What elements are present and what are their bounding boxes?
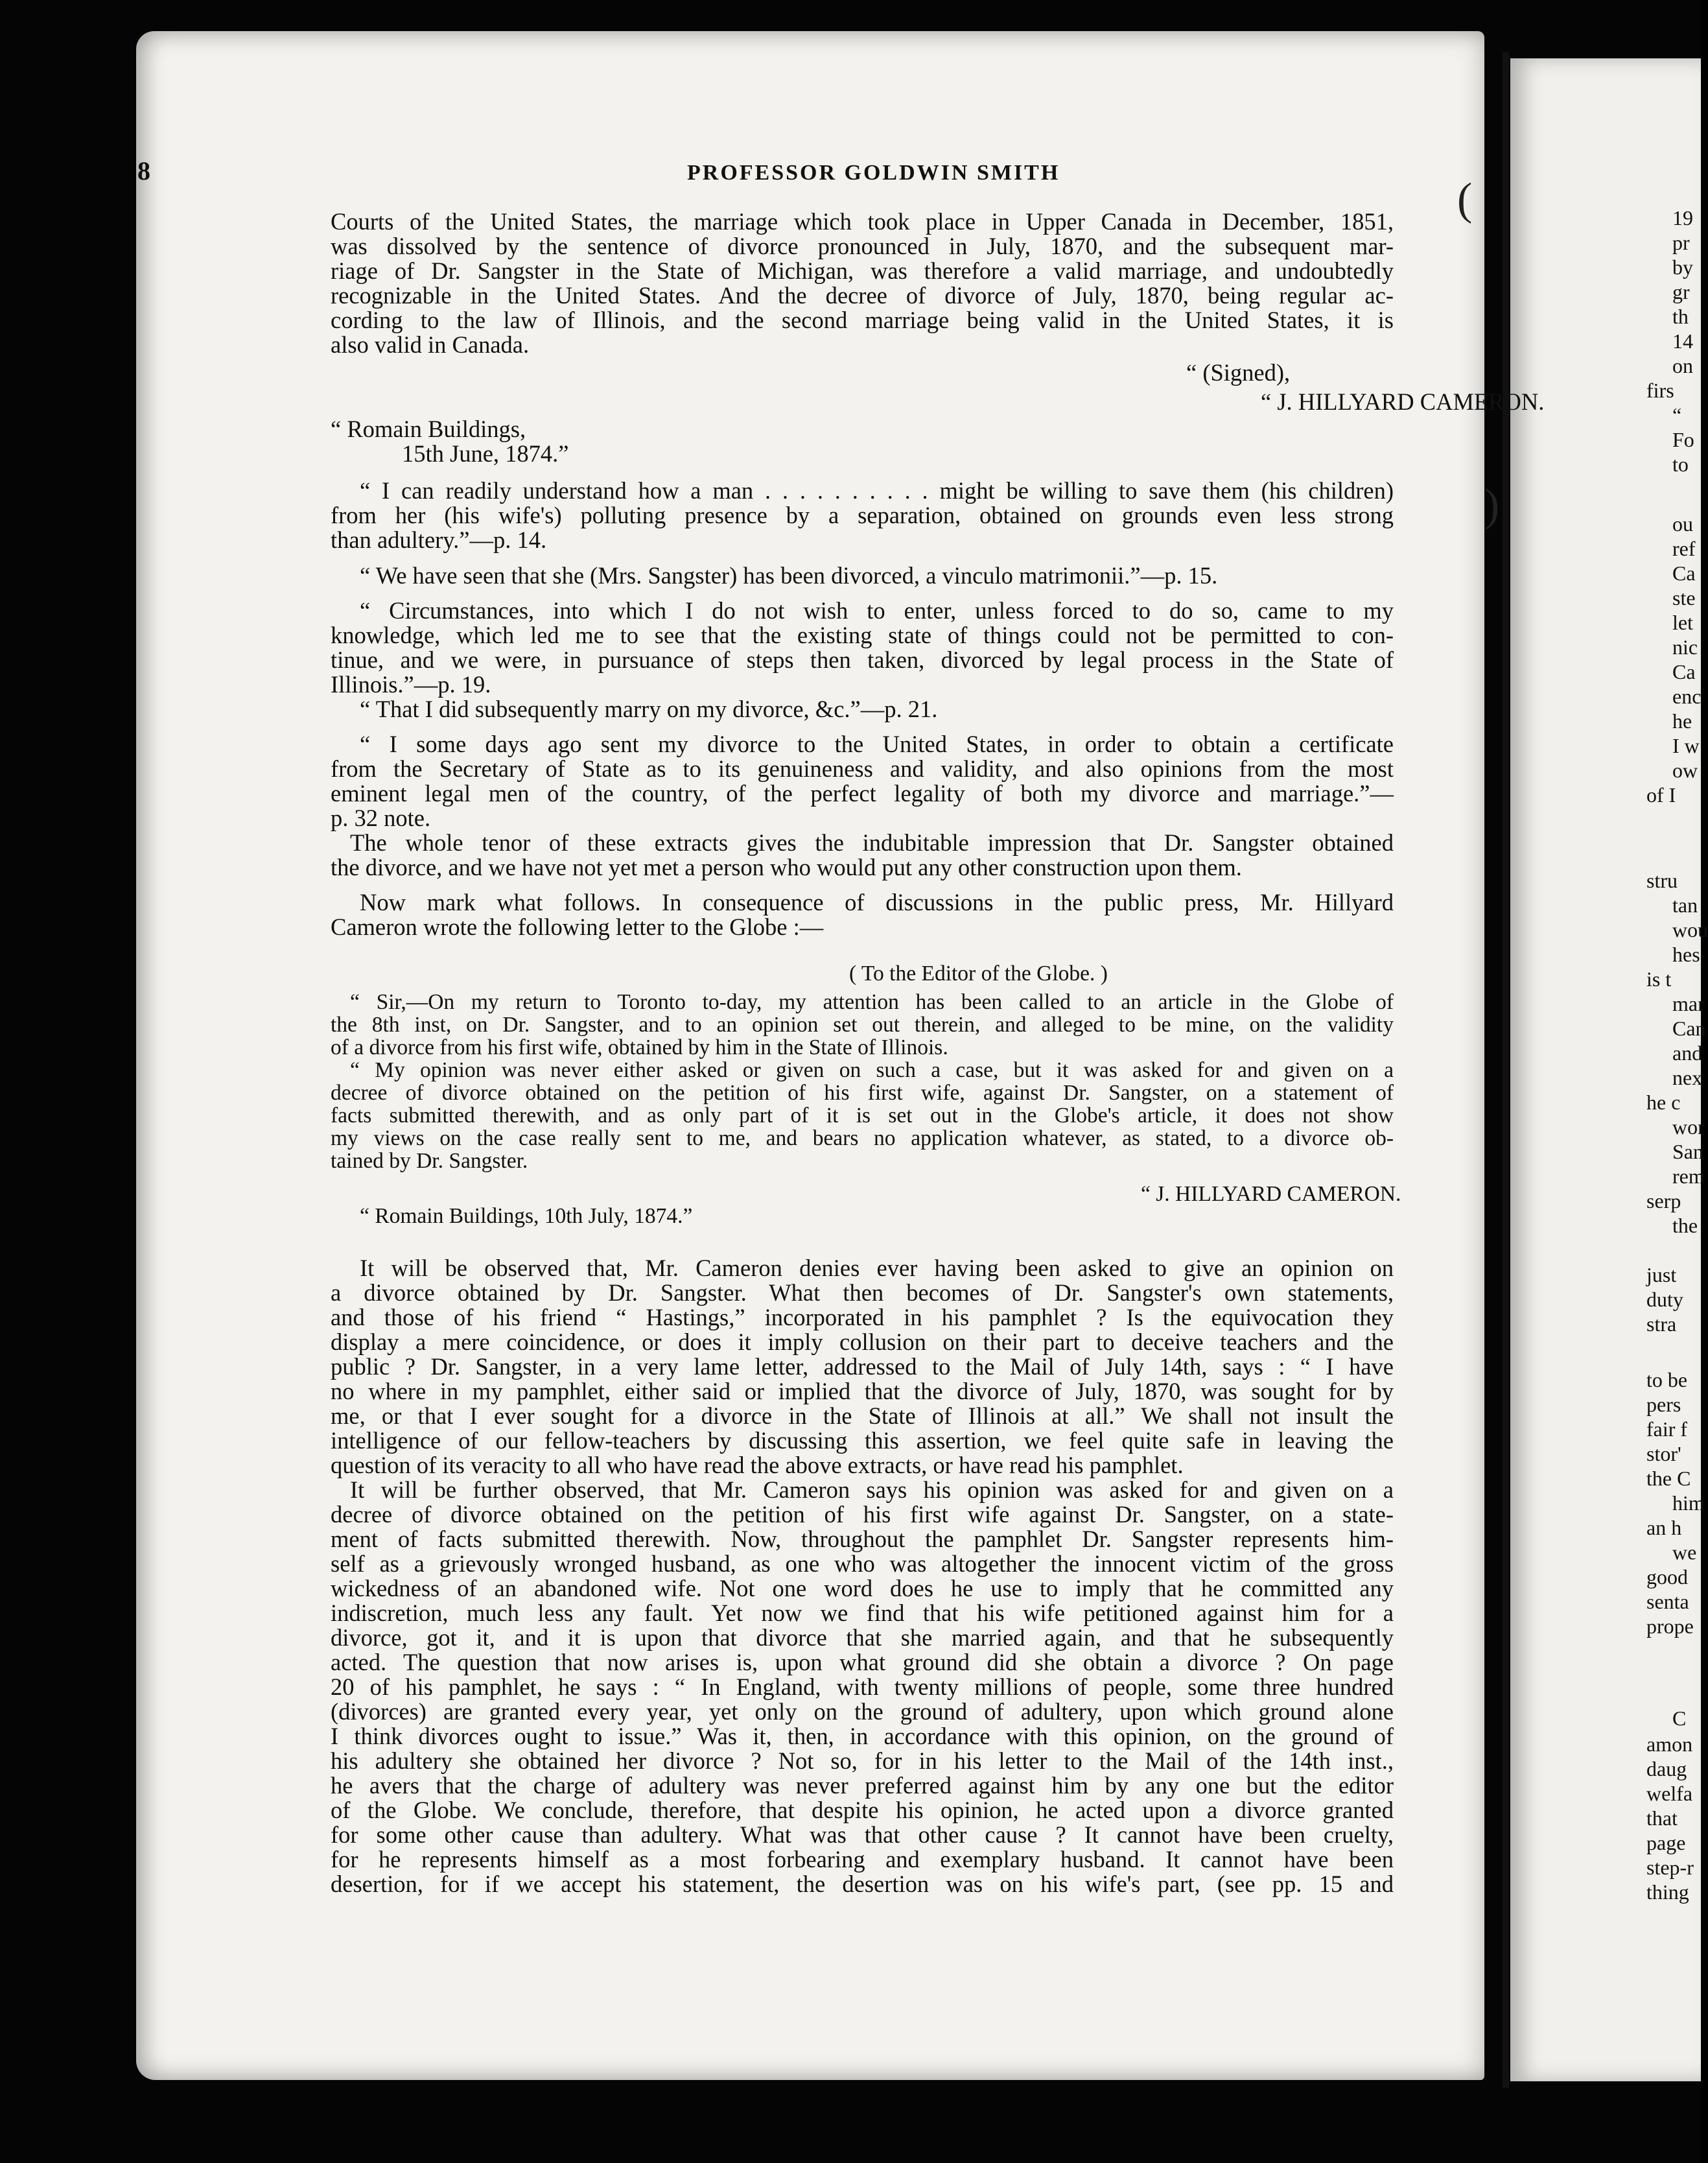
facing-page-fragment: of I xyxy=(1646,783,1676,807)
facing-page-fragment: we xyxy=(1672,1541,1697,1564)
facing-page-fragment: 14 xyxy=(1672,329,1693,353)
facing-page-fragment: pers xyxy=(1646,1393,1681,1416)
text-line: “ (Signed), xyxy=(1186,359,1291,386)
facing-page-fragment: rem xyxy=(1672,1164,1705,1188)
facing-page-fragment: to be xyxy=(1646,1368,1688,1391)
text-line: and those of his friend “ Hastings,” incorporated in his pamphlet ? Is the equivocation they xyxy=(331,1304,1394,1330)
text-line: intelligence of our fellow-teachers by discussing this assertion, we feel quite safe in leaving the xyxy=(331,1427,1394,1454)
text-line: riage of Dr. Sangster in the State of Michigan, was therefore a valid marriage, and undoubtedly xyxy=(331,257,1394,284)
text-line: the divorce, and we have not yet met a person who would put any other construction upon them. xyxy=(331,854,1242,881)
facing-page-fragment: let xyxy=(1672,611,1693,634)
text-line: The whole tenor of these extracts gives the indubitable impression that Dr. Sangster obtained xyxy=(350,829,1394,856)
text-line: decree of divorce obtained on the petition of his first wife against Dr. Sangster, on a state- xyxy=(331,1501,1394,1528)
text-line: decree of divorce obtained on the petition of his first wife, against Dr. Sangster, on a statement of xyxy=(331,1081,1394,1105)
text-line: his adultery she obtained her divorce ? Not so, for in his letter to the Mail of the 14th inst., xyxy=(331,1747,1394,1774)
text-line: “ Circumstances, into which I do not wish to enter, unless forced to do so, came to my xyxy=(360,597,1394,624)
facing-page-fragment: 19 xyxy=(1672,206,1693,230)
facing-page-fragment: page xyxy=(1646,1831,1686,1854)
facing-page-fragment: Fo xyxy=(1672,428,1694,451)
running-head: PROFESSOR GOLDWIN SMITH xyxy=(687,161,1060,185)
facing-page-fragment: thing xyxy=(1646,1880,1689,1904)
text-line: self as a grievously wronged husband, as one who was altogether the innocent victim of the gross xyxy=(331,1550,1394,1577)
text-line: question of its veracity to all who have read the above extracts, or have read his pamphlet. xyxy=(331,1452,1184,1478)
facing-page-fragment: that xyxy=(1646,1806,1678,1830)
text-line: “ My opinion was never either asked or given on such a case, but it was asked for and given on a xyxy=(350,1058,1394,1082)
facing-page-fragment: just xyxy=(1646,1263,1677,1286)
text-line: than adultery.”—p. 14. xyxy=(331,526,547,553)
facing-page-fragment: nex xyxy=(1672,1066,1703,1089)
text-line: recognizable in the United States. And the decree of divorce of July, 1870, being regular ac- xyxy=(331,282,1394,309)
text-line: no where in my pamphlet, either said or implied that the divorce of July, 1870, was sought for by xyxy=(331,1378,1394,1404)
text-line: ment of facts submitted therewith. Now, throughout the pamphlet Dr. Sangster represents him- xyxy=(331,1526,1394,1552)
text-line: divorce, got it, and it is upon that divorce that she married again, and that he subsequently xyxy=(331,1624,1394,1651)
facing-page-fragment: ou xyxy=(1672,512,1693,536)
facing-page-fragment: wou xyxy=(1672,918,1708,941)
facing-page-fragment: I w xyxy=(1672,734,1700,757)
facing-page-fragment: San xyxy=(1672,1140,1703,1163)
text-line: of the Globe. We conclude, therefore, that despite his opinion, he acted upon a divorce granted xyxy=(331,1797,1394,1823)
text-line: “ J. HILLYARD CAMERON. xyxy=(1141,1182,1401,1206)
text-line: “ Sir,—On my return to Toronto to-day, my attention has been called to an article in the Globe of xyxy=(350,990,1394,1014)
facing-page-fragment: gr xyxy=(1672,280,1690,303)
text-line: “ I some days ago sent my divorce to the United States, in order to obtain a certificate xyxy=(360,731,1394,757)
text-line: It will be observed that, Mr. Cameron denies ever having been asked to give an opinion on xyxy=(360,1255,1394,1281)
text-line: “ Romain Buildings, xyxy=(331,416,526,442)
facing-page-fragment: Can xyxy=(1672,1017,1706,1040)
margin-bracket-top: ( xyxy=(1457,174,1473,224)
facing-page-fragment: fair f xyxy=(1646,1417,1688,1441)
margin-bracket-middle: ) xyxy=(1484,480,1500,530)
text-line: (divorces) are granted every year, yet only on the ground of adultery, upon which ground alone xyxy=(331,1698,1394,1725)
text-line: ( To the Editor of the Globe. ) xyxy=(849,962,1108,986)
facing-page-fragment: th xyxy=(1672,305,1689,328)
text-line: Now mark what follows. In consequence of discussions in the public press, Mr. Hillyard xyxy=(360,889,1394,916)
text-line: “ Romain Buildings, 10th July, 1874.” xyxy=(360,1204,693,1228)
facing-page-fragment: mar xyxy=(1672,992,1705,1015)
text-line: Courts of the United States, the marriage which took place in Upper Canada in December, 1851, xyxy=(331,208,1394,235)
facing-page-fragment: stru xyxy=(1646,869,1678,892)
facing-page-fragment: an h xyxy=(1646,1516,1682,1539)
text-line: Cameron wrote the following letter to the Globe :— xyxy=(331,914,824,940)
text-line: the 8th inst, on Dr. Sangster, and to an opinion set out therein, and alleged to be mine, on the validity xyxy=(331,1013,1394,1037)
text-line: for he represents himself as a most forbearing and exemplary husband. It cannot have been xyxy=(331,1846,1394,1873)
text-line: eminent legal men of the country, of the perfect legality of both my divorce and marriage.”— xyxy=(331,780,1394,807)
facing-page-fragment: “ xyxy=(1672,403,1682,427)
text-line: p. 32 note. xyxy=(331,805,431,831)
facing-page-fragment: and xyxy=(1672,1041,1703,1065)
text-line: 20 of his pamphlet, he says : “ In England, with twenty millions of people, some three hundred xyxy=(331,1673,1394,1700)
text-line: knowledge, which led me to see that the existing state of things could not be permitted to con- xyxy=(331,622,1394,648)
facing-page-fragment: him xyxy=(1672,1491,1705,1515)
text-line: display a mere coincidence, or does it imply collusion on their part to deceive teachers and the xyxy=(331,1329,1394,1355)
text-line: “ I can readily understand how a man . . . . . . . . . . might be willing to save them (his children) xyxy=(360,477,1394,504)
text-line: indiscretion, much less any fault. Yet now we find that his wife petitioned against him for a xyxy=(331,1600,1394,1626)
facing-page-fragment: Ca xyxy=(1672,660,1696,683)
facing-page-fragment: prope xyxy=(1646,1614,1694,1638)
text-line: a divorce obtained by Dr. Sangster. What then becomes of Dr. Sangster's own statements, xyxy=(331,1279,1394,1306)
book-spine xyxy=(1503,52,1509,2088)
text-line: me, or that I ever sought for a divorce in the State of Illinois at all.” We shall not insult the xyxy=(331,1402,1394,1429)
facing-page-fragment: daug xyxy=(1646,1757,1687,1780)
facing-page-fragment: ref xyxy=(1672,537,1696,560)
facing-page-fragment: firs xyxy=(1646,379,1674,402)
facing-page-fragment: the C xyxy=(1646,1467,1691,1490)
text-line: he avers that the charge of adultery was never preferred against him by any one but the editor xyxy=(331,1772,1394,1799)
facing-page-fragment: welfa xyxy=(1646,1782,1693,1805)
text-line: was dissolved by the sentence of divorce pronounced in July, 1870, and the subsequent mar- xyxy=(331,233,1394,259)
facing-page-fragment: by xyxy=(1672,255,1693,279)
facing-page-fragment: pr xyxy=(1672,231,1690,254)
facing-page-fragment: the xyxy=(1672,1214,1698,1237)
text-line: for some other cause than adultery. What was that other cause ? It cannot have been cruelty, xyxy=(331,1821,1394,1848)
facing-page-fragment: he c xyxy=(1646,1091,1681,1114)
facing-page-fragment: ste xyxy=(1672,586,1696,609)
page-number: 8 xyxy=(137,156,150,185)
facing-page-fragment: stra xyxy=(1646,1312,1677,1336)
facing-page-fragment: hes xyxy=(1672,943,1700,966)
facing-page-fragment: C xyxy=(1672,1707,1687,1730)
facing-page-fragment: amon xyxy=(1646,1732,1693,1756)
facing-page-fragment: wor xyxy=(1672,1115,1705,1139)
text-line: of a divorce from his first wife, obtained by him in the State of Illinois. xyxy=(331,1035,948,1059)
facing-page-fragment: step-r xyxy=(1646,1856,1694,1879)
text-line: also valid in Canada. xyxy=(331,331,530,358)
facing-page-fragment: enc xyxy=(1672,685,1702,708)
text-line: “ That I did subsequently marry on my divorce, &c.”—p. 21. xyxy=(360,696,938,722)
text-line: It will be further observed, that Mr. Cameron says his opinion was asked for and given on a xyxy=(350,1476,1394,1503)
text-line: tained by Dr. Sangster. xyxy=(331,1149,528,1173)
facing-page-fragment: Ca xyxy=(1672,561,1696,585)
text-line: my views on the case really sent to me, and bears no application whatever, as stated, to a divorce ob- xyxy=(331,1126,1394,1150)
facing-page-fragment: he xyxy=(1672,709,1692,733)
facing-page-fragment: senta xyxy=(1646,1590,1689,1613)
facing-page-fragment: good xyxy=(1646,1565,1688,1589)
text-line: wickedness of an abandoned wife. Not one word does he use to imply that he committed any xyxy=(331,1575,1394,1602)
text-line: “ We have seen that she (Mrs. Sangster) has been divorced, a vinculo matrimonii.”—p. 15. xyxy=(360,562,1218,589)
text-line: “ J. HILLYARD CAMERON. xyxy=(1261,388,1545,415)
text-line: from the Secretary of State as to its genuineness and validity, and also opinions from the most xyxy=(331,755,1394,782)
text-line: tinue, and we were, in pursuance of steps then taken, divorced by legal process in the State of xyxy=(331,646,1394,673)
facing-page-fragment: is t xyxy=(1646,967,1672,991)
text-line: from her (his wife's) polluting presence by a separation, obtained on grounds even less strong xyxy=(331,502,1394,528)
text-line: facts submitted therewith, and as only part of it is set out in the Globe's article, it does not show xyxy=(331,1104,1394,1128)
text-line: Illinois.”—p. 19. xyxy=(331,671,491,698)
text-line: cording to the law of Illinois, and the second marriage being valid in the United States, it is xyxy=(331,307,1394,333)
facing-page-fragment: tan xyxy=(1672,893,1698,917)
text-line: public ? Dr. Sangster, in a very lame letter, addressed to the Mail of July 14th, says : “ I have xyxy=(331,1353,1394,1380)
text-line: I think divorces ought to issue.” Was it, then, in accordance with this opinion, on the ground of xyxy=(331,1723,1394,1749)
facing-page-fragment: serp xyxy=(1646,1189,1681,1212)
text-line: acted. The question that now arises is, upon what ground did she obtain a divorce ? On page xyxy=(331,1649,1394,1675)
facing-page-fragment: nic xyxy=(1672,635,1698,659)
facing-page-fragment: to xyxy=(1672,453,1689,476)
text-line: desertion, for if we accept his statement, the desertion was on his wife's part, (see pp. 15 and xyxy=(331,1871,1394,1897)
facing-page-fragment: ow xyxy=(1672,759,1698,782)
facing-page-fragment: duty xyxy=(1646,1288,1683,1311)
text-line: 15th June, 1874.” xyxy=(402,440,569,467)
facing-page-fragment: on xyxy=(1672,354,1693,377)
facing-page-fragment: stor' xyxy=(1646,1442,1681,1465)
